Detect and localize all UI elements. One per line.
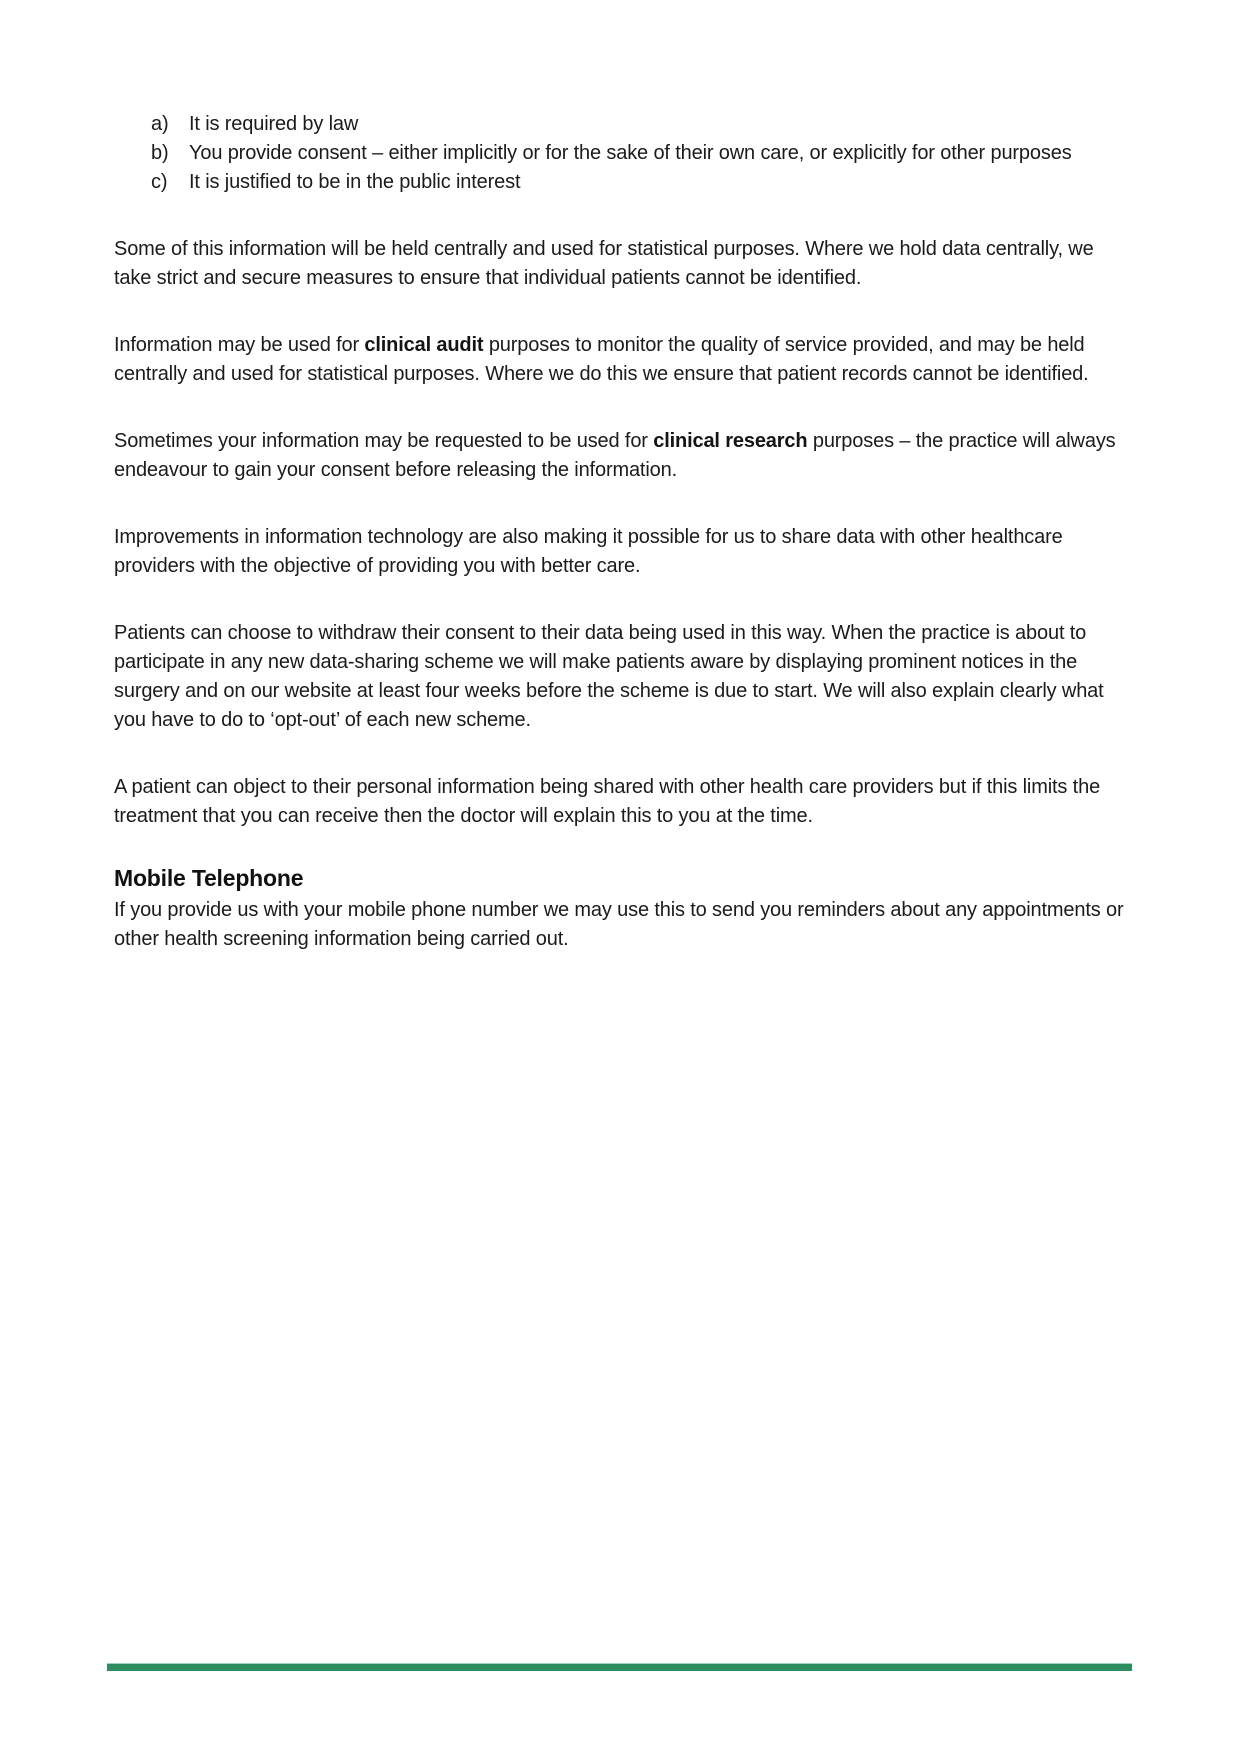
paragraph-text: purposes – the practice will always endeavour to gain your consent before releasing the information.: [114, 430, 1116, 481]
list-item-text: It is required by law: [189, 113, 359, 135]
paragraph-information-technology: Improvements in information technology are also making it possible for us to share data with other healthcare providers with the objective of providing you with better care.: [114, 526, 1063, 577]
paragraph-objection: A patient can object to their personal information being shared with other health care providers but if this limits the treatment that you can receive then the doctor will explain this to you at the time.: [114, 776, 1101, 827]
paragraph-text: Information may be used for: [114, 334, 365, 356]
list-item-text: You provide consent – either implicitly or for the sake of their own care, or explicitly for other purposes: [189, 142, 1072, 164]
list-item: [114, 110, 1126, 139]
list-item-marker: b): [151, 142, 169, 164]
paragraph-opt-out: Patients can choose to withdraw their consent to their data being used in this way. When the practice is about to participate in any new data-sharing scheme we will make patients aware by displaying prominent notices in the surgery and on our website at least four weeks before the scheme is due to start. We will also explain clearly what you have to do to ‘opt-out’ of each new scheme.: [114, 622, 1104, 731]
paragraph-text: Sometimes your information may be requested to be used for: [114, 430, 654, 452]
paragraph-mobile-telephone: If you provide us with your mobile phone number we may use this to send you reminders about any appointments or other health screening information being carried out.: [114, 899, 1124, 950]
section-heading-mobile-telephone: Mobile Telephone: [114, 865, 304, 891]
list-item-marker: c): [151, 171, 168, 193]
paragraph-clinical-audit: [114, 331, 1126, 389]
list-item-text: It is justified to be in the public interest: [189, 171, 521, 193]
paragraph-statistical-purposes: Some of this information will be held centrally and used for statistical purposes. Where we hold data centrally, we take strict and secure measures to ensure that individual patients cannot be identified.: [114, 238, 1094, 289]
list-item: [114, 139, 1126, 168]
paragraph-clinical-research: [114, 427, 1126, 485]
list-item-marker: a): [151, 113, 169, 135]
legal-basis-list: [114, 110, 1126, 197]
paragraph-text: purposes to monitor the quality of service provided, and may be held centrally and used for statistical purposes. Where we do this we ensure that patient records cannot be identified.: [114, 334, 1089, 385]
bold-term-clinical-research: clinical research: [653, 430, 808, 452]
footer-divider-line: [107, 1663, 1132, 1671]
bold-term-clinical-audit: clinical audit: [364, 334, 484, 356]
document-content: [114, 110, 1126, 954]
list-item: [114, 168, 1126, 197]
